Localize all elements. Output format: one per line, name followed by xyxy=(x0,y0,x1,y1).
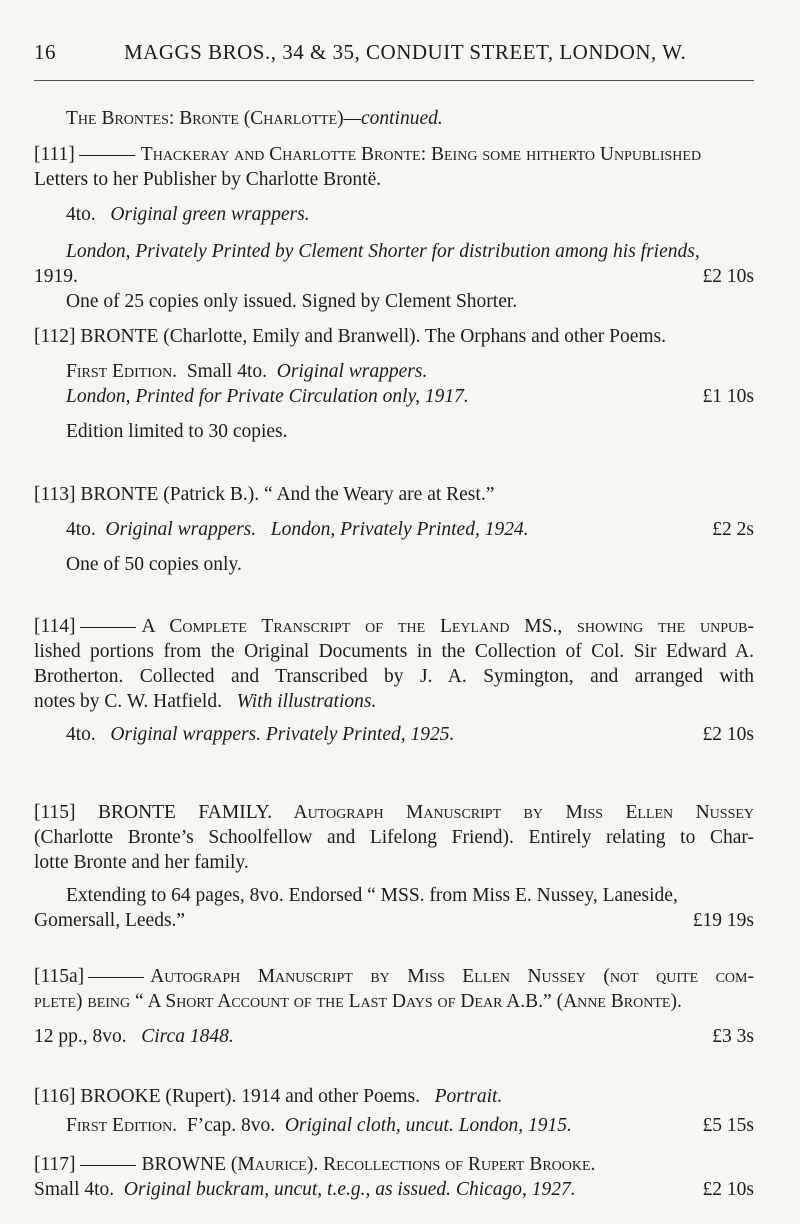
catalogue-entry: [115] BRONTE FAMILY. Autograph Manuscript by Miss Ellen Nussey (Charlotte Bronte’s Schoolfellow and Lifelong Friend). Entirely relating to Char- lotte Bronte and her family. Extending to 64 pages, 8vo. Endorsed “ MSS. from Miss E. Nussey, Laneside, Gomersall, Leeds.” £19 19s xyxy=(34,802,755,931)
price: £1 10s xyxy=(702,386,754,407)
catalogue-entry: [113] BRONTE (Patrick B.). “ And the Weary are at Rest.” 4to. Original wrappers. London, Privately Printed, 1924. £2 2s One of 50 copies only. xyxy=(34,484,754,575)
publisher-header: MAGGS BROS., 34 & 35, CONDUIT STREET, LONDON, W. xyxy=(124,40,687,64)
catalogue-entry: [117] BROWNE (Maurice). Recollections of Rupert Brooke. Small 4to. Original buckram, uncut, t.e.g., as issued. Chicago, 1927. £2 10s xyxy=(34,1154,754,1200)
price: £2 10s xyxy=(702,1179,754,1200)
ditto-rule xyxy=(80,1165,136,1166)
entry-number: [114] xyxy=(34,616,76,637)
price: £19 19s xyxy=(692,910,754,931)
catalogue-entry: [115a] Autograph Manuscript by Miss Ellen Nussey (not quite com- plete) being “ A Short Account of the Last Days of Dear A.B.” (Anne Bronte). 12 pp., 8vo. Circa 1848. £3 3s xyxy=(34,966,754,1047)
section-heading: The Brontes: Bronte (Charlotte)—continued. xyxy=(66,108,443,129)
page-number: 16 xyxy=(34,40,56,64)
page-header xyxy=(34,40,754,65)
entry-number: [115a] xyxy=(34,966,85,987)
ditto-rule xyxy=(88,977,144,978)
catalogue-entry: [111] Thackeray and Charlotte Bronte: Being some hitherto Unpublished Letters to her Publisher by Charlotte Brontë. 4to. Original green wrappers. London, Privately Printed by Clement Shorter for distribution among his friends, 1919. £2 10s One of 25 copies only issued. Signed by Clement Shorter. xyxy=(34,144,754,312)
catalogue-entry: [116] BROOKE (Rupert). 1914 and other Poems. Portrait. First Edition. F’cap. 8vo. Original cloth, uncut. London, 1915. £5 15s xyxy=(34,1086,754,1136)
price: £2 10s xyxy=(702,724,754,745)
header-rule xyxy=(34,80,754,81)
price: £3 3s xyxy=(712,1026,754,1047)
entry-number: [115] xyxy=(34,802,76,823)
entry-number: [112] xyxy=(34,326,76,347)
catalogue-entry: [114] A Complete Transcript of the Leyland MS., showing the unpub- lished portions from the Original Documents in the Collection of Col. Sir Edward A. Brotherton. Collected and Transcribed by J. A. Symington, and arranged with notes by C. W. Hatfield. With illustrations. 4to. Original wrappers. Privately Printed, 1925. £2 10s xyxy=(34,616,754,745)
entry-number: [116] xyxy=(34,1086,76,1107)
ditto-rule xyxy=(79,155,135,156)
price: £2 10s xyxy=(702,266,754,287)
entry-number: [111] xyxy=(34,144,75,165)
ditto-rule xyxy=(80,627,136,628)
price: £2 2s xyxy=(712,519,754,540)
catalogue-entry: [112] BRONTE (Charlotte, Emily and Branwell). The Orphans and other Poems. First Edition. Small 4to. Original wrappers. London, Printed for Private Circulation only, 1917. £1 10s Edition limited to 30 copies. xyxy=(34,326,754,442)
entry-number: [113] xyxy=(34,484,76,505)
entry-number: [117] xyxy=(34,1154,76,1175)
price: £5 15s xyxy=(702,1115,754,1136)
